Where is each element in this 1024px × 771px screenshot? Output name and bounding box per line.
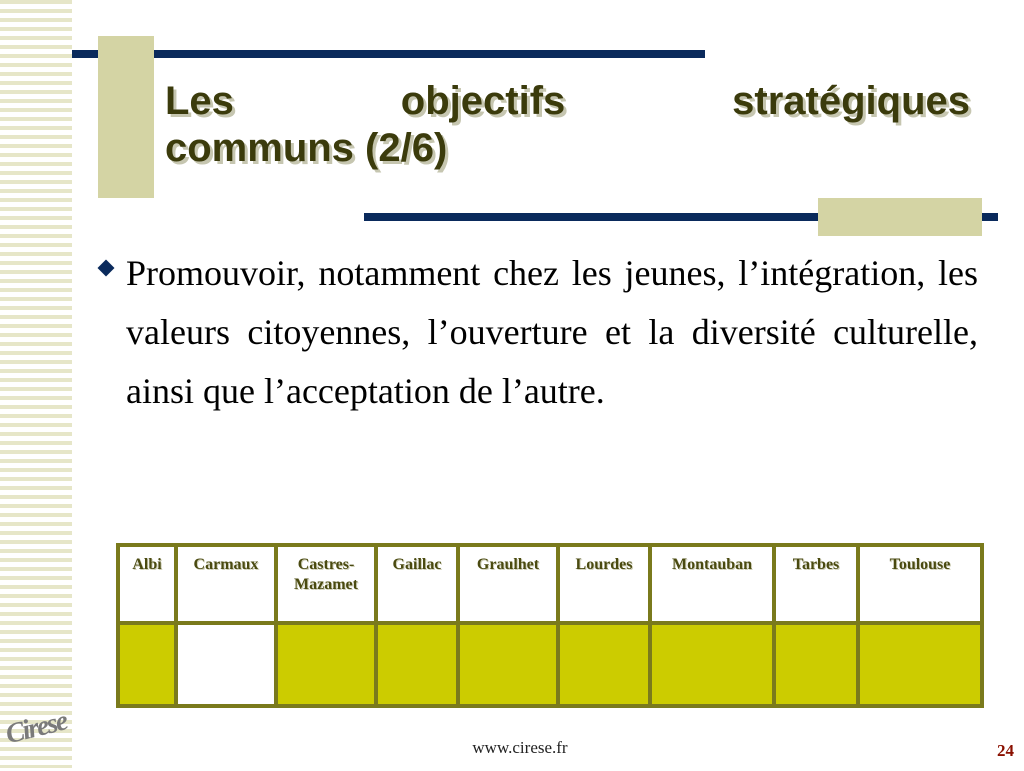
city-header-montauban: Montauban	[650, 545, 774, 623]
table-cell	[774, 623, 858, 706]
table-row	[118, 623, 982, 706]
right-accent-block	[818, 198, 982, 236]
cirese-logo: Cirese	[2, 705, 70, 751]
city-header-carmaux: Carmaux	[176, 545, 276, 623]
city-header-castres-mazamet-text: Castres- Mazamet	[294, 556, 358, 593]
table-cell	[176, 623, 276, 706]
table-cell	[858, 623, 982, 706]
city-header-albi: Albi	[118, 545, 176, 623]
diamond-bullet-icon	[98, 260, 115, 277]
city-header-tarbes: Tarbes	[774, 545, 858, 623]
table-cell	[650, 623, 774, 706]
top-accent-line	[72, 50, 705, 58]
cities-table	[116, 543, 984, 708]
city-header-castres-mazamet	[276, 545, 376, 623]
footer-url[interactable]: www.cirese.fr	[472, 738, 568, 757]
page-number: 24	[997, 741, 1014, 760]
title-accent-block	[98, 36, 154, 198]
table-cell	[558, 623, 650, 706]
table-header-row	[118, 545, 982, 623]
slide-title-line1: Les objectifs stratégiques	[165, 79, 970, 123]
city-header-gaillac: Gaillac	[376, 545, 458, 623]
table-cell	[458, 623, 558, 706]
slide-title	[165, 78, 970, 172]
table-cell	[276, 623, 376, 706]
city-header-toulouse: Toulouse	[858, 545, 982, 623]
slide-title-line2: communs (2/6)	[165, 126, 448, 170]
table-cell	[118, 623, 176, 706]
city-header-lourdes: Lourdes	[558, 545, 650, 623]
city-header-graulhet: Graulhet	[458, 545, 558, 623]
table-cell	[376, 623, 458, 706]
bullet-text: Promouvoir, notamment chez les jeunes, l’intégration, les valeurs citoyennes, l’ouverture et la diversité culturelle, ainsi que l’acceptation de l’autre.	[126, 253, 978, 411]
left-stripe-decoration	[0, 0, 72, 768]
